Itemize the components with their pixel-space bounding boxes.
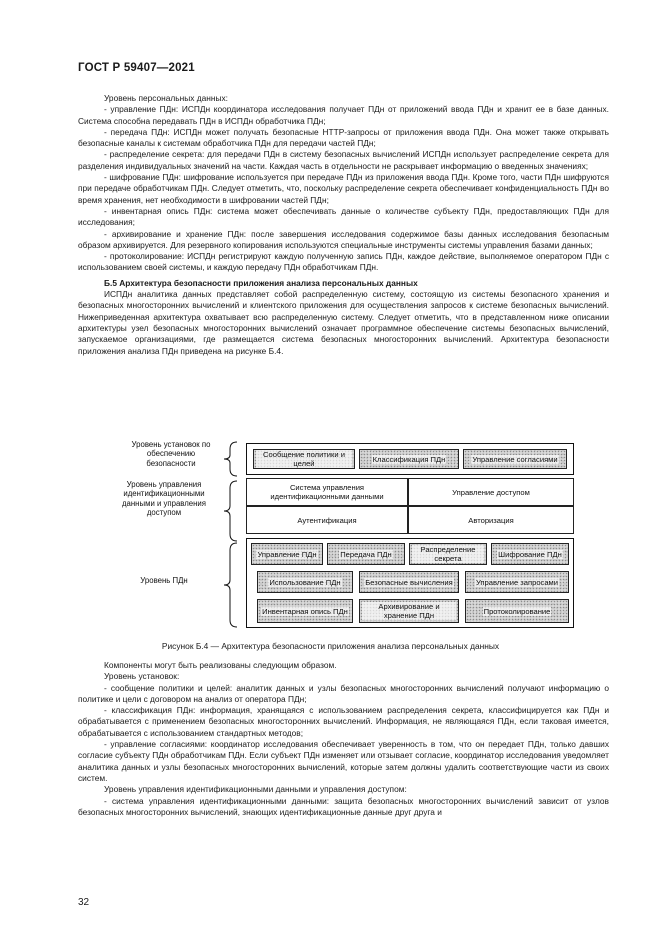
access-management-block: Управление доступом: [408, 478, 574, 506]
pdn-classification-block: Классификация ПДн: [359, 449, 459, 469]
paragraph: - управление ПДн: ИСПДн координатора исследования получает ПДн от приложений ввода ПДн и хранит ее в базе данных. Система способна передавать ПДн в ИСПДн обработчика ПДн;: [78, 104, 609, 126]
pdn-level-box: [246, 538, 574, 628]
paragraph: Компоненты могут быть реализованы следующим образом.: [104, 660, 337, 670]
section-text-top: [78, 93, 609, 357]
paragraph: - архивирование и хранение ПДн: после завершения исследования содержимое базы данных исследования безопасным образом архивируется. Для резервного копирования используются специальные инструменты системы управления базами данных;: [78, 228, 609, 250]
query-management-block: Управление запросами: [465, 571, 569, 593]
archiving-storage-block: Архивирование и хранение ПДн: [359, 599, 459, 623]
paragraph: Уровень управления идентификационными данными и управления доступом:: [104, 784, 407, 795]
authorization-block: Авторизация: [408, 506, 574, 534]
pdn-inventory-block: Инвентарная опись ПДн: [257, 599, 353, 623]
paragraph: - протоколирование: ИСПДн регистрируют каждую полученную запись ПДн, каждое действие, выполняемое оператором ПДн с использованием своей системы, и каждую передачу ПДн обработчикам ПДн.: [78, 251, 609, 273]
paragraph: - сообщение политики и целей: аналитик данных и узлы безопасных многосторонних вычислений получают информацию о политике и цели с договором на анализ от оператора ПДн;: [78, 682, 609, 704]
pdn-encryption-block: Шифрование ПДн: [491, 543, 569, 565]
policy-message-block: Сообщение политики и целей: [253, 449, 355, 469]
figure-caption: Рисунок Б.4 — Архитектура безопасности приложения анализа персональных данных: [161, 641, 500, 651]
paragraph: - шифрование ПДн: шифрование используется при передаче ПДн из приложения ввода ПДн. Кроме того, части ПДн шифруются при передаче обработчикам ПДн. Следует отметить, что, поскольку распределение секрета обеспечивает конфиденциальность ПДн во время хранения, нет необходимости в шифровании частей ПДн;: [78, 172, 609, 205]
paragraph: - распределение секрета: для передачи ПДн в систему безопасных вычислений ИСПДн использует распределение секрета для разделения индивидуальных значений на части. Каждая часть в отдельности не раскрывает информацию о введенных значениях;: [78, 149, 609, 171]
level-label-identity: Уровень управления идентификационными данными и управления доступом: [121, 480, 207, 518]
document-header: ГОСТ Р 59407—2021: [78, 62, 195, 74]
logging-block: Протоколирование: [465, 599, 569, 623]
brace-identity: [223, 480, 239, 542]
architecture-figure: [108, 438, 578, 628]
paragraph: - управление согласиями: координатор исследования обеспечивает уверенность в том, что он передает ПДн, только давших согласие субъекту ПДн обработчикам ПДн. Если субъект ПДн изменяет или отзывает согласие, координатор исследования уведомляет аналитика данных и узлы безопасных многосторонних вычислений, которые затем должны удалить соответствующие части из своих систем.: [78, 739, 609, 783]
brace-pdn: [223, 542, 239, 628]
pdn-usage-block: Использование ПДн: [257, 571, 353, 593]
setup-level-box: [246, 443, 574, 475]
identity-management-system-block: Система управления идентификационными данными: [246, 478, 408, 506]
consent-management-block: Управление согласиями: [463, 449, 567, 469]
secret-sharing-block: Распределение секрета: [409, 543, 487, 565]
section-heading: Б.5 Архитектура безопасности приложения анализа персональных данных: [104, 277, 418, 288]
authentication-block: Аутентификация: [246, 506, 408, 534]
section-text-bottom: [78, 660, 609, 818]
brace-setup: [223, 441, 239, 477]
secure-computation-block: Безопасные вычисления: [359, 571, 459, 593]
page-number: 32: [78, 897, 90, 908]
paragraph: ИСПДн аналитика данных представляет собой распределенную систему, состоящую из системы безопасного хранения и безопасных многосторонних вычислений и клиентского приложения для осуществления запросов к системе безопасных вычислений. Нижеприведенная архитектура охватывает всю распределенную систему. Следует отметить, что в представленном ниже описании архитектуры узел безопасных многосторонних вычислений означает программное обеспечение системы безопасных вычислений, запускаемое организациями, где размещается система безопасных многосторонних вычислений. Архитектура безопасности приложения анализа ПДн приведена на рисунке Б.4.: [78, 289, 609, 356]
paragraph: - инвентарная опись ПДн: система может обеспечивать данные о количестве субъекту ПДн, предоставляющих ПДн для исследования;: [78, 205, 609, 228]
paragraph: - передача ПДн: ИСПДн может получать безопасные HTTP-запросы от приложения ввода ПДн. Она может также открывать безопасные каналы к системам обработчика ПДн для передачи частей ПДн;: [78, 126, 609, 149]
paragraph: Уровень персональных данных:: [104, 93, 228, 103]
paragraph: - классификация ПДн: информация, хранящаяся с использованием распределения секрета, классифицируется как ПДн и обрабатывается с применением безопасных многосторонних вычислений. Информация, не являющаяся ПДн, если таковая имеется, обрабатывается с использованием стандартных методов;: [78, 705, 609, 738]
pdn-transfer-block: Передача ПДн: [327, 543, 405, 565]
paragraph: Уровень установок:: [104, 671, 180, 682]
level-label-setup: Уровень установок по обеспечению безопасности: [131, 440, 211, 468]
paragraph: - система управления идентификационными данными: защита безопасных многосторонних вычислений зависит от узлов безопасных многосторонних вычислений, знающих идентификационные данные друг друга и: [78, 795, 609, 817]
level-label-pdn: Уровень ПДн: [140, 576, 188, 585]
pdn-management-block: Управление ПДн: [251, 543, 323, 565]
